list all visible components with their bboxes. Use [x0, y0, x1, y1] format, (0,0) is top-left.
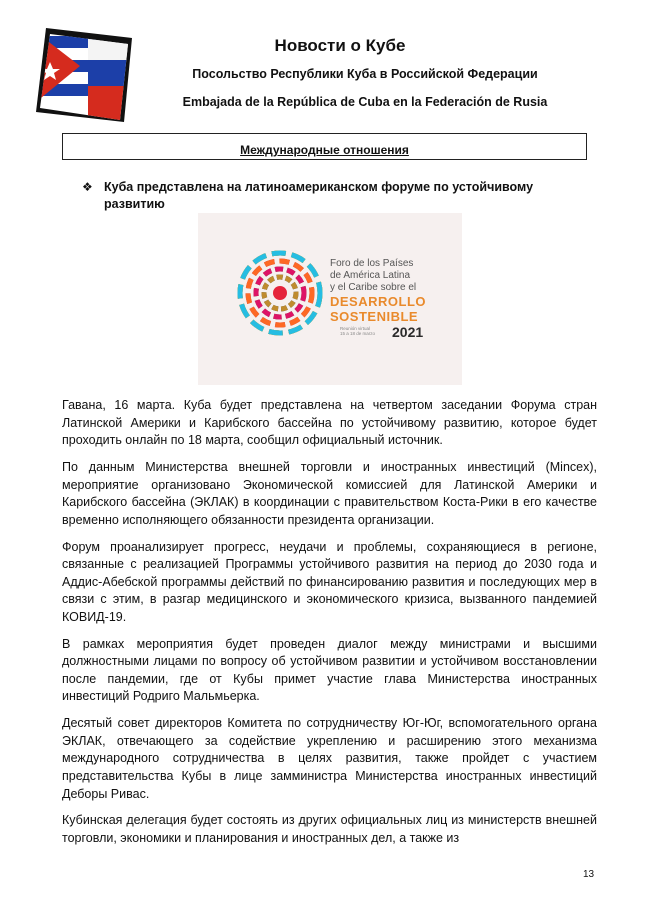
paragraph: Гавана, 16 марта. Куба будет представлена на четвертом заседании Форума стран Латинской Америки и Карибского бассейна по устойчивому развитию, которое будет проходить онлайн по 18 марта, сообщил официальный источник.: [62, 398, 597, 448]
poster-sostenible: SOSTENIBLE: [330, 309, 419, 324]
section-header-box: [62, 133, 587, 160]
poster-desarrollo: DESARROLLO: [330, 294, 426, 309]
poster-year: 2021: [392, 324, 424, 340]
diamond-bullet-icon: ❖: [82, 180, 93, 194]
cuba-russia-flags-logo: [36, 22, 132, 122]
section-label: Международные отношения: [240, 143, 409, 157]
forum-poster-image: [198, 213, 462, 385]
paragraph: Десятый совет директоров Комитета по сотрудничеству Юг-Юг, вспомогательного органа ЭКЛАК, отвечающего за содействие укреплению и расширению этого механизма международного сотрудничества в целях развития, также пройдет с участием представительства Кубы в лице замминистра Министерства иностранных инвестиций Деборы Ривас.: [62, 716, 597, 801]
paragraph: В рамках мероприятия будет проведен диалог между министрами и высшими должностными лицами по вопросу об устойчивом развитии и устойчивом восстановлении после пандемии, где от Кубы примет участие глава Министерства иностранных инвестиций Родриго Мальмьерка.: [62, 636, 597, 704]
embassy-name-ru: Посольство Республики Куба в Российской Федерации: [192, 67, 538, 81]
poster-dates: Reunión virtual 15 a 18 de marzo: [340, 326, 376, 336]
embassy-name-es: Embajada de la República de Cuba en la Federación de Rusia: [182, 95, 548, 109]
poster-line-2: de América Latina: [330, 270, 411, 281]
sdg-wheel-icon: [236, 249, 324, 337]
paragraph: Форум проанализирует прогресс, неудачи и проблемы, сохраняющиеся в регионе, связанные с реализацией Программы устойчивого развития на период до 2030 года и Аддис-Абебской программы действий по финансированию развития и последующих мер в связи с этим, в разгар медицинского и экономического кризиса, вызванного пандемией КОВИД-19.: [62, 539, 597, 624]
poster-line-3: y el Caribe sobre el: [330, 282, 417, 293]
paragraph: По данным Министерства внешней торговли и иностранных инвестиций (Mincex), мероприятие организовано Экономической комиссией для Латинской Америки и Карибского бассейна (ЭКЛАК) в координации с правительством Коста-Рики в его качестве временно исполняющего обязанности президента организации.: [62, 459, 597, 527]
page-number: 13: [583, 869, 595, 880]
paragraph: Кубинская делегация будет состоять из других официальных лиц из министерств внешней торговли, экономики и планирования и иностранных дел, а также из: [62, 813, 597, 845]
poster-line-1: Foro de los Países: [330, 258, 414, 269]
article-headline: Куба представлена на латиноамериканском форуме по устойчивому развитию: [104, 180, 534, 211]
article-body: [62, 397, 597, 857]
page-title: Новости о Кубе: [274, 36, 406, 55]
